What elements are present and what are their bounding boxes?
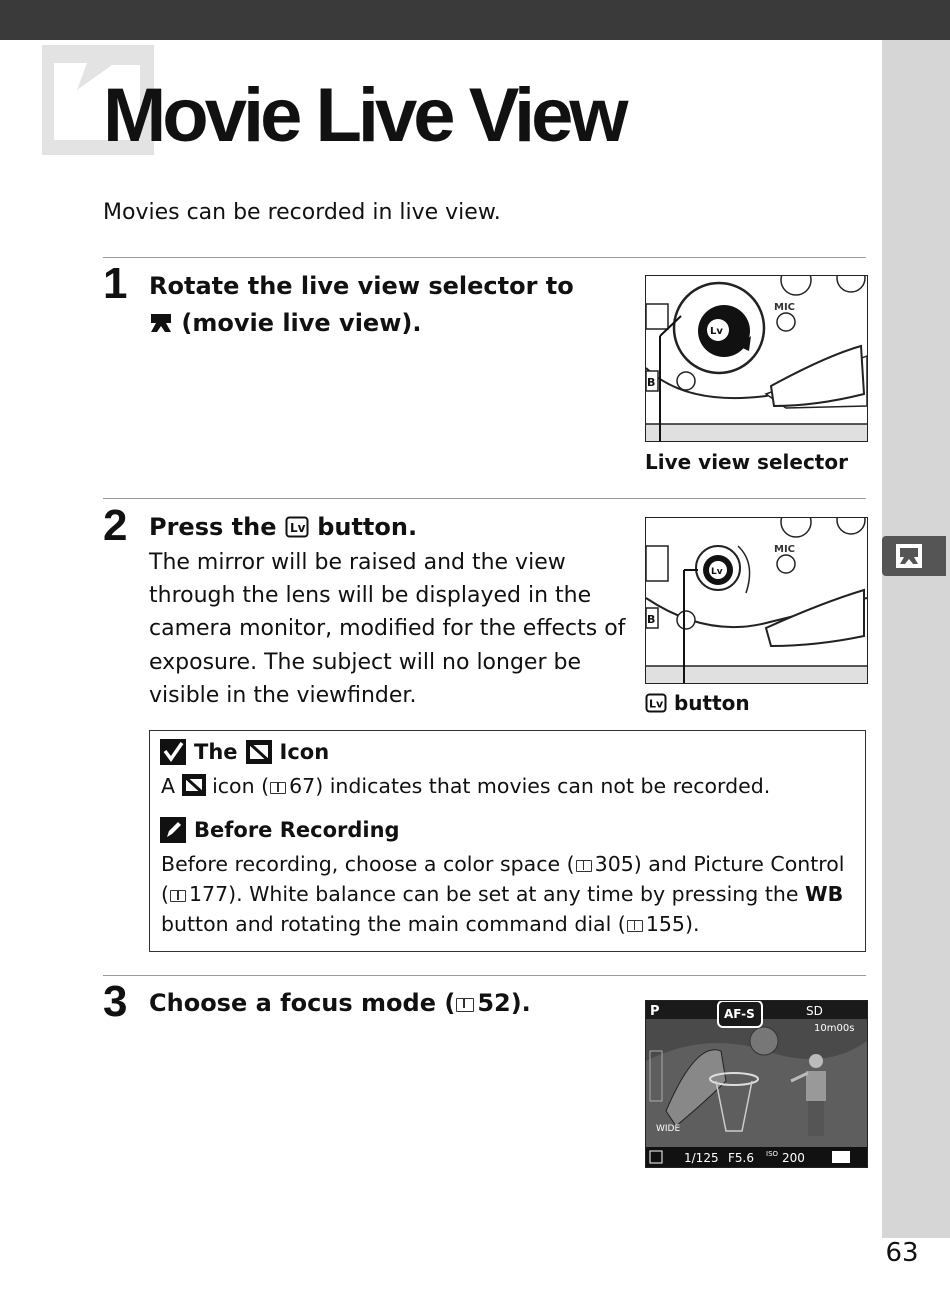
chapter-sidebar xyxy=(882,40,950,1238)
checkmark-note-icon xyxy=(160,739,186,765)
step-2-heading-prefix: Press the xyxy=(149,513,277,541)
page-ref-icon xyxy=(576,860,592,872)
divider xyxy=(103,257,866,258)
wb-button-label: WB xyxy=(805,882,844,906)
line3-ref: 155). xyxy=(645,912,700,936)
step-1-heading-line2 xyxy=(149,305,574,342)
no-recording-icon xyxy=(182,774,206,796)
page-ref-icon xyxy=(627,920,643,932)
step-3-heading-ref: 52). xyxy=(477,989,531,1017)
no-recording-icon xyxy=(246,740,272,764)
top-bar xyxy=(0,0,950,40)
before-recording-line2 xyxy=(161,879,861,909)
lv-button-icon xyxy=(285,516,309,538)
lcd-time-remaining: 10m00s xyxy=(814,1023,855,1034)
lcd-shutter: 1/125 xyxy=(684,1151,719,1165)
step-2-body: The mirror will be raised and the view through the lens will be displayed in the camera monitor, modified for the effects of exposure. The subject will no longer be visible in the viewfinder. xyxy=(149,550,626,708)
svg-text:Lv: Lv xyxy=(289,521,306,535)
svg-text:Lv: Lv xyxy=(711,567,723,577)
svg-text:MIC: MIC xyxy=(774,302,796,313)
chapter-tab-movie[interactable] xyxy=(882,536,946,576)
divider xyxy=(103,498,866,499)
icon-note-text xyxy=(161,771,861,801)
icon-note-text-ref: 67) indicates that movies can not be recorded. xyxy=(289,774,771,798)
lv-button-caption xyxy=(645,691,750,715)
divider xyxy=(103,975,866,976)
lcd-focus-mode: AF-S xyxy=(724,1007,755,1021)
icon-note-text-prefix: A xyxy=(161,774,176,798)
svg-text:B: B xyxy=(647,376,656,389)
lcd-iso-value: 200 xyxy=(782,1151,805,1165)
page-ref-icon xyxy=(170,890,186,902)
live-view-monitor-illustration xyxy=(645,1000,868,1168)
icon-note-text-mid: icon ( xyxy=(212,774,270,798)
before-recording-title xyxy=(160,817,400,843)
intro-text: Movies can be recorded in live view. xyxy=(103,200,501,225)
page-title: Movie Live View xyxy=(103,73,625,158)
step-2-heading-suffix: button. xyxy=(317,513,418,541)
page-number: 63 xyxy=(885,1238,919,1268)
line2-ref: 177). White balance can be set at any time by pressing the xyxy=(189,882,799,906)
notes-box xyxy=(149,730,866,952)
line3-prefix: button and rotating the main command dial ( xyxy=(161,912,626,936)
movie-mode-icon xyxy=(149,312,173,334)
page-ref-icon xyxy=(270,782,286,794)
live-view-selector-illustration xyxy=(645,275,868,442)
lcd-aperture: F5.6 xyxy=(728,1151,754,1165)
step-1-heading-line2-text: (movie live view). xyxy=(181,309,422,337)
step-2-number: 2 xyxy=(103,501,128,550)
lcd-quality: SD xyxy=(806,1004,823,1018)
svg-text:MIC: MIC xyxy=(774,544,796,555)
svg-text:Lv: Lv xyxy=(649,697,664,711)
step-1-heading xyxy=(149,268,574,342)
step-2-heading xyxy=(149,509,417,546)
line1-prefix: Before recording, choose a color space ( xyxy=(161,852,575,876)
lv-button-illustration xyxy=(645,517,868,684)
before-recording-line1 xyxy=(161,849,861,879)
line2-prefix: ( xyxy=(161,882,169,906)
lcd-mode: P xyxy=(650,1004,660,1019)
icon-note-title-suffix: Icon xyxy=(279,740,330,764)
before-recording-title-text: Before Recording xyxy=(194,818,400,842)
step-3-heading-text: Choose a focus mode ( xyxy=(149,989,456,1017)
svg-text:Lv: Lv xyxy=(710,326,723,337)
before-recording-line3 xyxy=(161,909,861,939)
page-ref-icon xyxy=(456,998,474,1012)
line1-ref: 305) and Picture Control xyxy=(594,852,845,876)
lv-button-caption-text: button xyxy=(673,691,750,715)
lcd-iso-label: ISO xyxy=(766,1150,779,1158)
icon-note-title-prefix: The xyxy=(194,740,238,764)
movie-camera-icon xyxy=(894,542,924,570)
svg-text:B: B xyxy=(647,613,656,626)
lv-button-icon xyxy=(645,693,667,713)
step-3-number: 3 xyxy=(103,977,128,1026)
step-1-number: 1 xyxy=(103,259,128,308)
pencil-note-icon xyxy=(160,817,186,843)
step-3-heading xyxy=(149,985,531,1022)
step-1-heading-line1: Rotate the live view selector to xyxy=(149,272,574,300)
live-view-selector-caption: Live view selector xyxy=(645,450,848,474)
before-recording-text xyxy=(161,849,861,939)
lcd-wide: WIDE xyxy=(656,1124,681,1134)
icon-note-title xyxy=(160,739,329,765)
